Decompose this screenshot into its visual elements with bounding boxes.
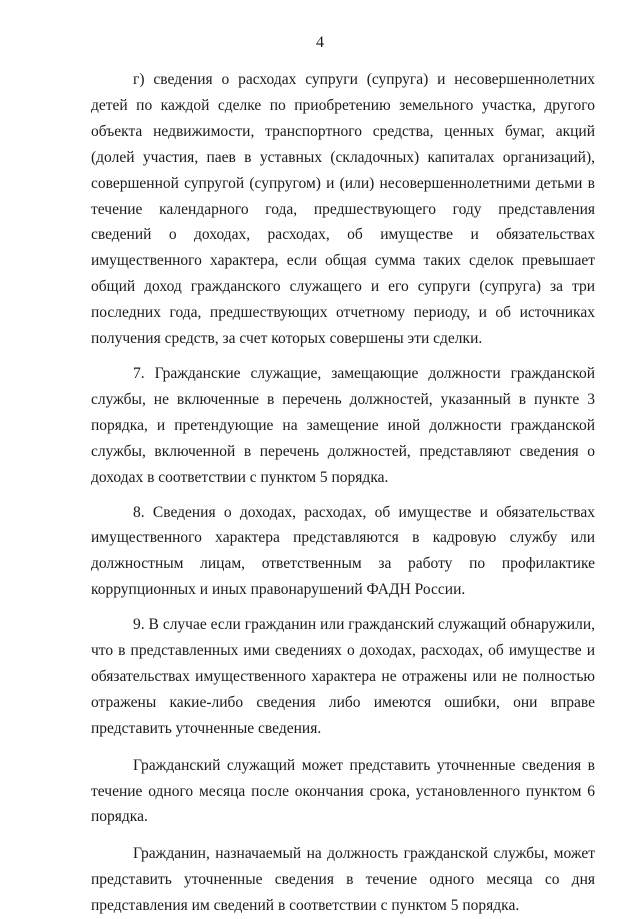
paragraph-civil-servant-update: Гражданский служащий может представить уточненные сведения в течение одного месяца после окончания срока, установленного пунктом 6 порядка. [91,756,595,826]
page-number: 4 [316,34,324,51]
paragraph-item-8: 8. Сведения о доходах, расходах, об имуществе и обязательствах имущественного характера представляются в кадровую службу или должностным лицам, ответственным за работу по профилактике коррупционных и иных правонарушений ФАДН России. [91,503,595,599]
paragraph-item-9: 9. В случае если гражданин или гражданский служащий обнаружили, что в представленных ими сведениях о доходах, расходах, об имуществе и обязательствах имущественного характера не отражены или не полностью отражены какие-либо сведения либо имеются ошибки, они вправе представить уточненные сведения. [91,616,595,737]
paragraph-citizen-update: Гражданин, назначаемый на должность гражданской службы, может представить уточненные сведения в течение одного месяца со дня представления им сведений в соответствии с пунктом 5 порядка. [91,845,595,915]
document-body [91,67,595,919]
paragraph-expenses-spouse: г) сведения о расходах супруги (супруга) и несовершеннолетних детей по каждой сделке по приобретению земельного участка, другого объекта недвижимости, транспортного средства, ценных бумаг, акций (долей участия, паев в уставных (складочных) капиталах организаций), совершенной супругой (супругом) и (или) несовершеннолетними детьми в течение календарного года, предшествующего году представления сведений о доходах, расходах, об имуществе и обязательствах имущественного характера, если общая сумма таких сделок превышает общий доход гражданского служащего и его супруги (супруга) за три последних года, предшествующих отчетному периоду, и об источниках получения средств, за счет которых совершены эти сделки. [91,71,595,348]
paragraph-item-7: 7. Гражданские служащие, замещающие должности гражданской службы, не включенные в перечень должностей, указанный в пункте 3 порядка, и претендующие на замещение иной должности гражданской службы, включенной в перечень должностей, представляют сведения о доходах в соответствии с пунктом 5 порядка. [91,364,595,486]
